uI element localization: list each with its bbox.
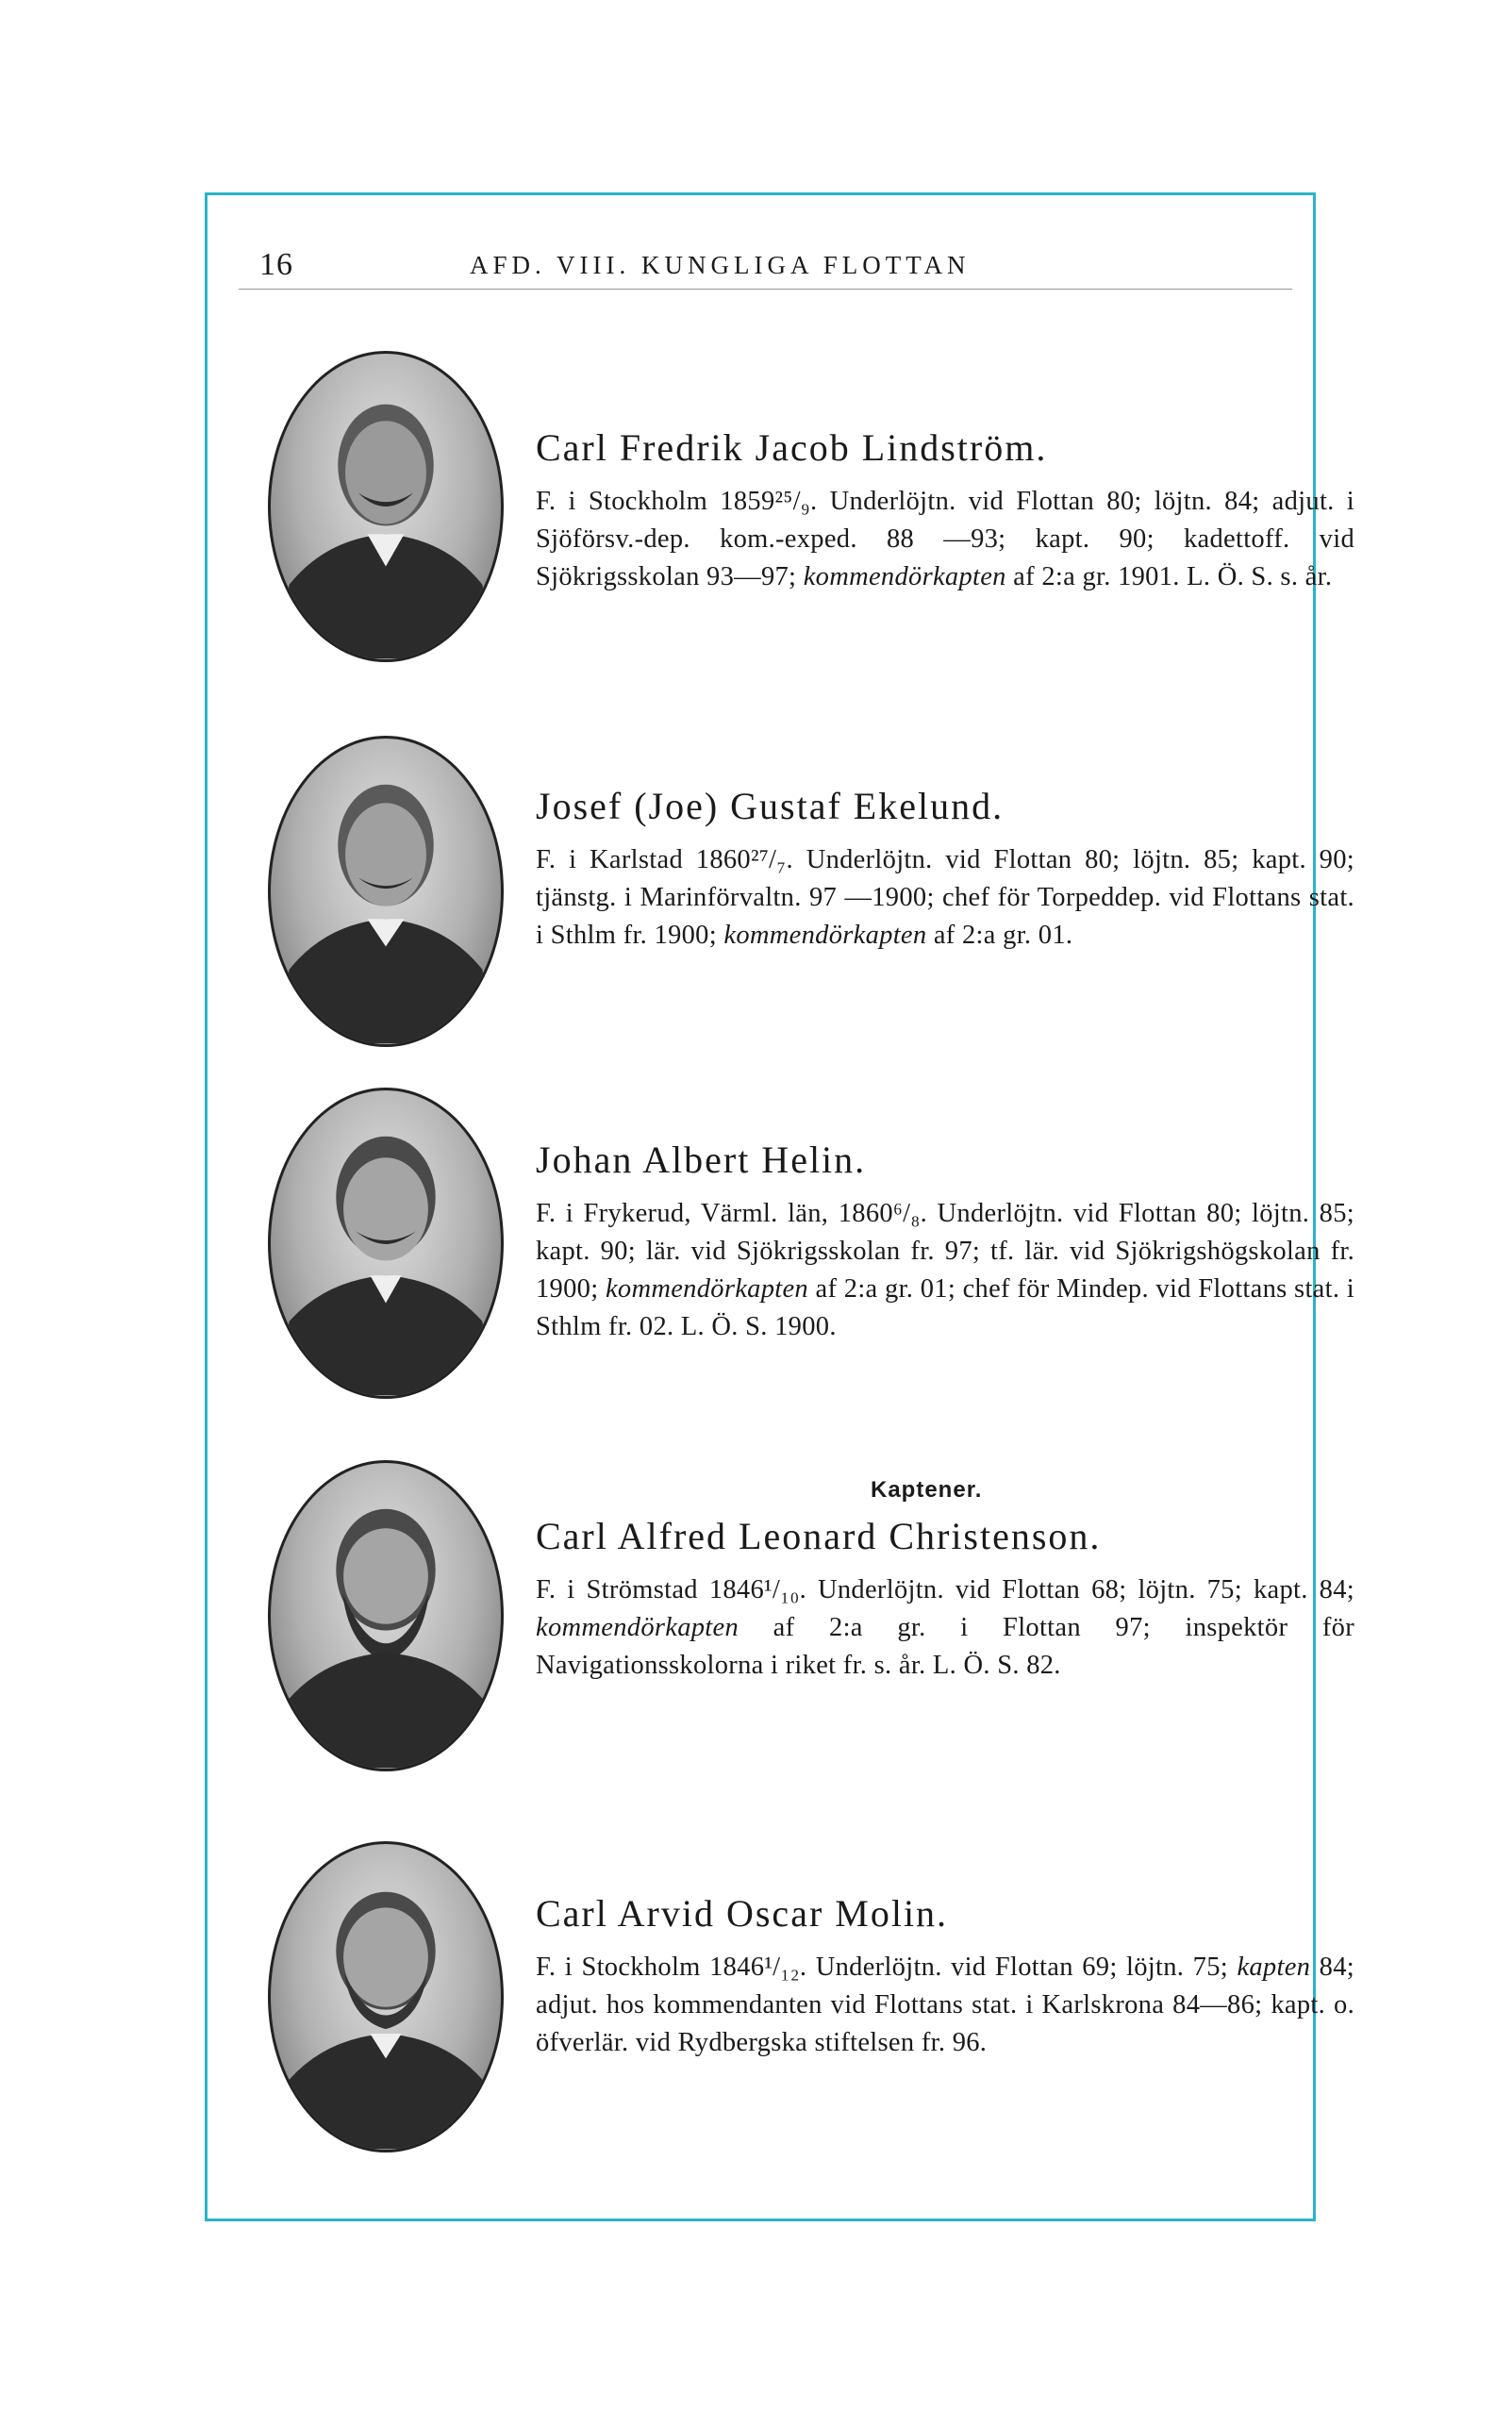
person-name: Josef (Joe) Gustaf Ekelund.	[536, 785, 1005, 827]
bio-text: F. i Frykerud, Värml. län, 1860⁶/₈. Underlöjtn. vid Flottan 80; löjtn. 85; kapt. 90; lär. vid Sjökrigsskolan fr. 97; tf. lär. vid Sjökrigshögskolan fr. 1900;	[536, 1199, 1354, 1304]
portrait-silhouette	[271, 1463, 501, 1769]
rank-title: kommendörkapten	[605, 1274, 808, 1304]
portrait-photo	[268, 1841, 504, 2152]
portrait-photo	[268, 1460, 504, 1771]
bio-text: 84; adjut. hos kommendanten vid Flottans stat. i Karlskrona 84—86; kapt. o. öfverlär. vid Rydbergska stiftelsen fr. 96.	[536, 1953, 1355, 2057]
person-name: Carl Alfred Leonard Christenson.	[536, 1515, 1102, 1557]
rank-title: kommendörkapten	[803, 562, 1006, 591]
portrait-silhouette	[271, 1844, 501, 2150]
bio-text: F. i Stockholm 1846¹/₁₂. Underlöjtn. vid Flottan 69; löjtn. 75;	[536, 1953, 1238, 1982]
section-heading: Kaptener.	[871, 1477, 983, 1503]
rank-title: kommendörkapten	[536, 1613, 739, 1642]
biography-text	[536, 1571, 1354, 1685]
rank-title: kapten	[1237, 1953, 1311, 1982]
running-head: AFD. VIII. KUNGLIGA FLOTTAN	[470, 251, 971, 279]
person-name: Carl Arvid Oscar Molin.	[536, 1892, 949, 1935]
bio-text: af 2:a gr. 01; chef för Mindep. vid Flottans stat. i Sthlm fr. 02. L. Ö. S. 1900.	[536, 1274, 1354, 1341]
portrait-silhouette	[271, 354, 501, 659]
biography-text	[536, 1949, 1354, 2062]
page-number: 16	[259, 247, 293, 282]
biography-text	[536, 841, 1354, 955]
rank-title: kommendörkapten	[723, 921, 927, 950]
biography-text	[536, 483, 1354, 596]
bio-text: F. i Karlstad 1860²⁷/₇. Underlöjtn. vid Flottan 80; löjtn. 85; kapt. 90; tjänstg. i Marinförvaltn. 97 —1900; chef för Torpeddep. vid Flottans stat. i Sthlm fr. 1900;	[536, 845, 1354, 950]
portrait-silhouette	[271, 1090, 501, 1396]
person-name: Johan Albert Helin.	[536, 1139, 867, 1181]
bio-text: af 2:a gr. 1901. L. Ö. S. s. år.	[1005, 562, 1333, 591]
portrait-photo	[268, 1088, 504, 1399]
portrait-photo	[268, 736, 504, 1047]
bio-text: F. i Strömstad 1846¹/₁₀. Underlöjtn. vid Flottan 68; löjtn. 75; kapt. 84;	[536, 1575, 1354, 1604]
portrait-photo	[268, 351, 504, 662]
person-name: Carl Fredrik Jacob Lindström.	[536, 426, 1048, 469]
bio-text: af 2:a gr. i Flottan 97; inspektör för Navigationsskolorna i riket fr. s. år. L. Ö. S. 82.	[536, 1613, 1354, 1680]
page-header	[239, 241, 1292, 290]
biography-text	[536, 1195, 1354, 1346]
bio-text: F. i Stockholm 1859²⁵/₉. Underlöjtn. vid Flottan 80; löjtn. 84; adjut. i Sjöförsv.-dep. kom.-exped. 88 —93; kapt. 90; kadettoff. vid Sjökrigsskolan 93—97;	[536, 487, 1354, 591]
bio-text: af 2:a gr. 01.	[926, 921, 1073, 950]
portrait-silhouette	[271, 739, 501, 1044]
